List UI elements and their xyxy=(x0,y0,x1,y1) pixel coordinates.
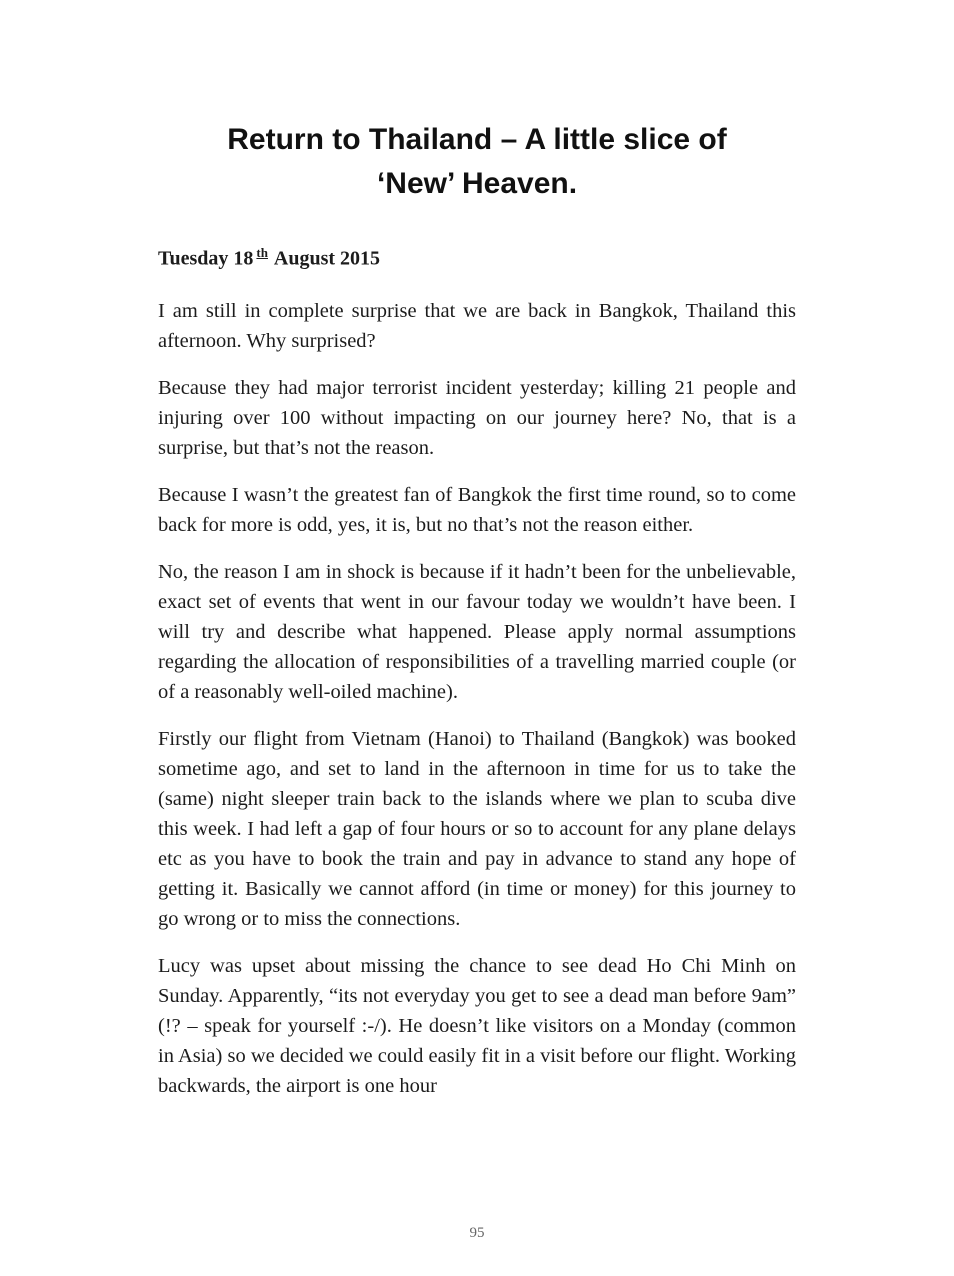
date-suffix: August 2015 xyxy=(269,247,381,270)
page-content xyxy=(158,118,796,1118)
title-line-1: Return to Thailand – A little slice of xyxy=(227,123,727,156)
date-heading xyxy=(158,240,796,272)
date-ordinal-suffix: th xyxy=(256,245,268,260)
paragraph-5: Firstly our flight from Vietnam (Hanoi) to Thailand (Bangkok) was booked sometime ago, and set to land in the afternoon in time for us to take the (same) night sleeper train back to the islands where we plan to scuba dive this week. I had left a gap of four hours or so to account for any plane delays etc as you have to book the train and pay in advance to stand any hope of getting it. Basically we cannot afford (in time or money) for this journey to go wrong or to miss the connections. xyxy=(158,727,796,930)
paragraph-2: Because they had major terrorist incident yesterday; killing 21 people and injuring over 100 without impacting on our journey here? No, that is a surprise, but that’s not the reason. xyxy=(158,376,796,459)
date-prefix: Tuesday 18 xyxy=(158,247,254,270)
title-line-2: ‘New’ Heaven. xyxy=(376,167,578,200)
paragraph-6: Lucy was upset about missing the chance to see dead Ho Chi Minh on Sunday. Apparently, “its not everyday you get to see a dead man before 9am” (!? – speak for yourself :-/). He doesn’t like visitors on a Monday (common in Asia) so we decided we could easily fit in a visit before our flight. Working backwards, the airport is one hour xyxy=(158,954,796,1097)
paragraph-1: I am still in complete surprise that we are back in Bangkok, Thailand this afternoon. Why surprised? xyxy=(158,299,796,352)
page-number: 95 xyxy=(469,1225,485,1241)
document-title xyxy=(167,118,787,206)
paragraph-4: No, the reason I am in shock is because if it hadn’t been for the unbelievable, exact set of events that went in our favour today we wouldn’t have been. I will try and describe what happened. Please apply normal assumptions regarding the allocation of responsibilities of a travelling married couple (or of a reasonably well-oiled machine). xyxy=(158,560,796,703)
paragraph-3: Because I wasn’t the greatest fan of Bangkok the first time round, so to come back for more is odd, yes, it is, but no that’s not the reason either. xyxy=(158,483,796,536)
